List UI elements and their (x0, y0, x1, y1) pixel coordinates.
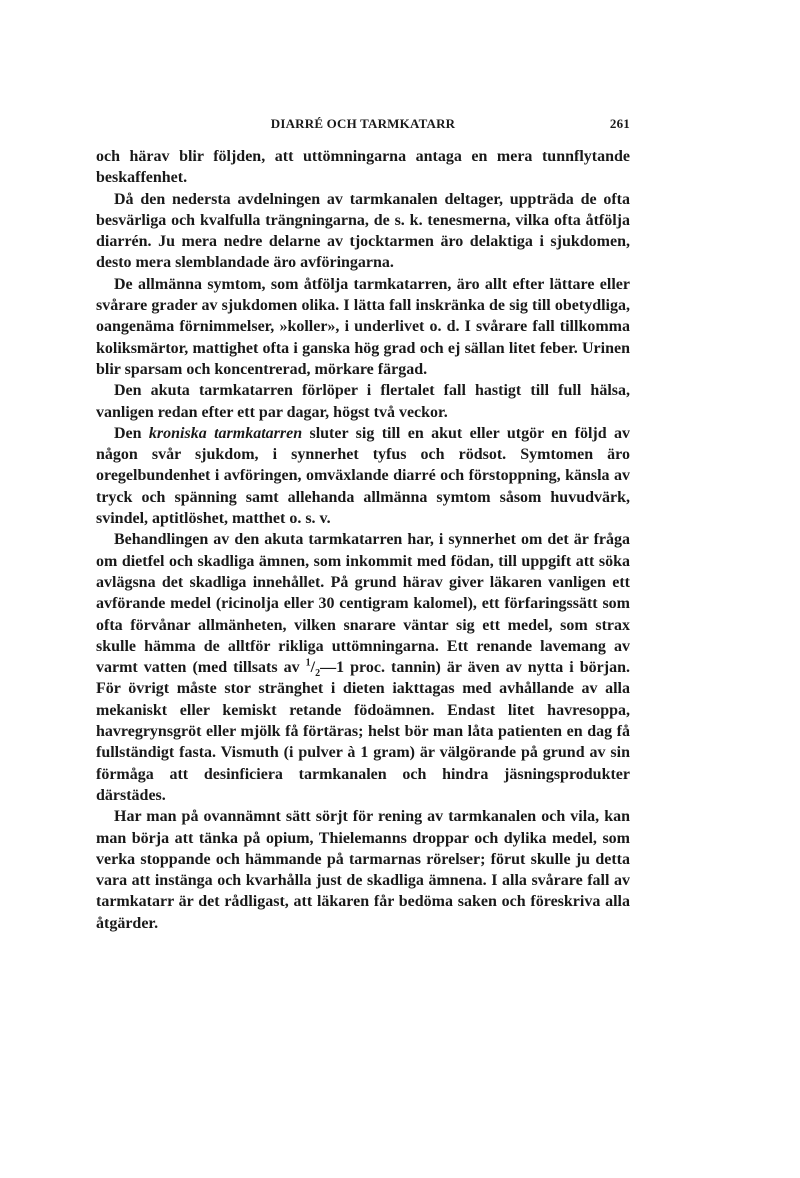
paragraph-opium: Har man på ovannämnt sätt sörjt för rening av tarmkanalen och vila, kan man börja att tänka på opium, Thielemanns droppar och dylika medel, som verka stoppande och hämmande på tarmarnas rörelser; förut skulle ju detta vara att instänga och kvarhålla just de skadliga ämnena. I alla svårare fall av tarmkatarr är det rådligast, att läkaren får bedöma saken och föreskriva alla åtgärder. (96, 808, 630, 932)
running-title: DIARRÉ OCH TARMKATARR (270, 116, 456, 131)
fraction-denominator: 2 (315, 668, 321, 680)
page-number: 261 (609, 116, 630, 131)
paragraph-chronic-catarrh (96, 423, 630, 529)
paragraph-general-symptoms: De allmänna symtom, som åtfölja tarmkatarren, äro allt efter lättare eller svårare grader av sjukdomen olika. I lätta fall inskränka de sig till obetydliga, oangenäma förnimmelser, »koller», i underlivet o. d. I svårare fall tillkomma koliksmärtor, mattighet ofta i ganska hög grad och ej sällan litet feber. Urinen blir sparsam och koncentrerad, mörkare färgad. (96, 275, 630, 378)
running-head (96, 116, 630, 138)
treatment-text-after: —1 proc. tannin) är även av nytta i början. För övrigt måste stor stränghet i dieten iakttagas med avhållande av alla mekaniskt eller kemiskt retande födoämnen. Endast litet havresoppa, havregrynsgröt eller mjölk få förtäras; helst bör man låta patienten en dag få fullständigt fasta. Vismuth (i pulver à 1 gram) är välgörande på grund av sin förmåga att desinficiera tarmkanalen och hindra jäsningsprodukter därstädes. (96, 659, 631, 804)
chronic-emphasis: kroniska tarmkatarren (148, 424, 303, 442)
fraction-numerator: 1 (305, 657, 311, 669)
paragraph-treatment: Behandlingen av den akuta tarmkatarren har, i synnerhet om det är fråga om dietfel och skadliga ämnen, som inkommit med födan, till uppgift att söka avlägsna det skadliga innehållet. På grund härav giver läkaren vanligen ett avförande medel (ricinolja eller 30 centigram kalomel), ett förfaringssätt som ofta förvånar allmänheten, vilken snarare väntar sig ett medel, som strax skulle hämma de alltför rikliga uttömningarna. Ett renande lavemang av varmt vatten (med tillsats av $^1/_2—1$ proc. tannin) är även av nytta i början. För övrigt måste stor stränghet i dieten iakttagas med avhållande av alla mekaniskt eller kemiskt retande födoämnen. Endast litet havresoppa, havregrynsgröt eller mjölk få förtäras; helst bör man låta patienten en dag få fullständigt fasta. Vismuth (i pulver à 1 gram) är välgörande på grund av sin förmåga att desinficiera tarmkanalen och hindra jäsningsprodukter därstädes. (96, 531, 631, 804)
body-text (96, 146, 630, 934)
paragraph-continuation: och härav blir följden, att uttömningarna antaga en mera tunnflytande beskaffenhet. (96, 148, 630, 187)
chronic-lead-text: Den (114, 424, 149, 442)
paragraph-acute-course: Den akuta tarmkatarren förlöper i flertalet fall hastigt till full hälsa, vanligen redan efter ett par dagar, högst två veckor. (96, 382, 630, 421)
paragraph-tenesmus: Då den nedersta avdelningen av tarmkanalen deltager, uppträda de ofta besvärliga och kvalfulla trängningarna, de s. k. tenesmerna, vilka ofta åtfölja diarrén. Ju mera nedre delarne av tjocktarmen äro delaktiga i sjukdomen, desto mera slemblandade äro avföringarna. (96, 190, 630, 272)
chronic-body-text: sluter sig till en akut eller utgör en följd av någon svår sjukdom, i synnerhet tyfus och rödsot. Symtomen äro oregelbundenhet i avföringen, omväxlande diarré och förstoppning, känsla av tryck och spänning samt allehanda allmänna symtom såsom huvudvärk, svindel, aptitlöshet, matthet o. s. v. (96, 424, 630, 528)
treatment-text-before: Behandlingen av den akuta tarmkatarren har, i synnerhet om det är fråga om dietfel och skadliga ämnen, som inkommit med födan, till uppgift att söka avlägsna det skadliga innehållet. På grund härav giver läkaren vanligen ett avförande medel (ricinolja eller 30 centigram kalomel), ett förfaringssätt som ofta förvånar allmänheten, vilken snarare väntar sig ett medel, som strax skulle hämma de alltför rikliga uttömningarna. Ett renande lavemang av varmt vatten (med tillsats av (96, 531, 630, 677)
